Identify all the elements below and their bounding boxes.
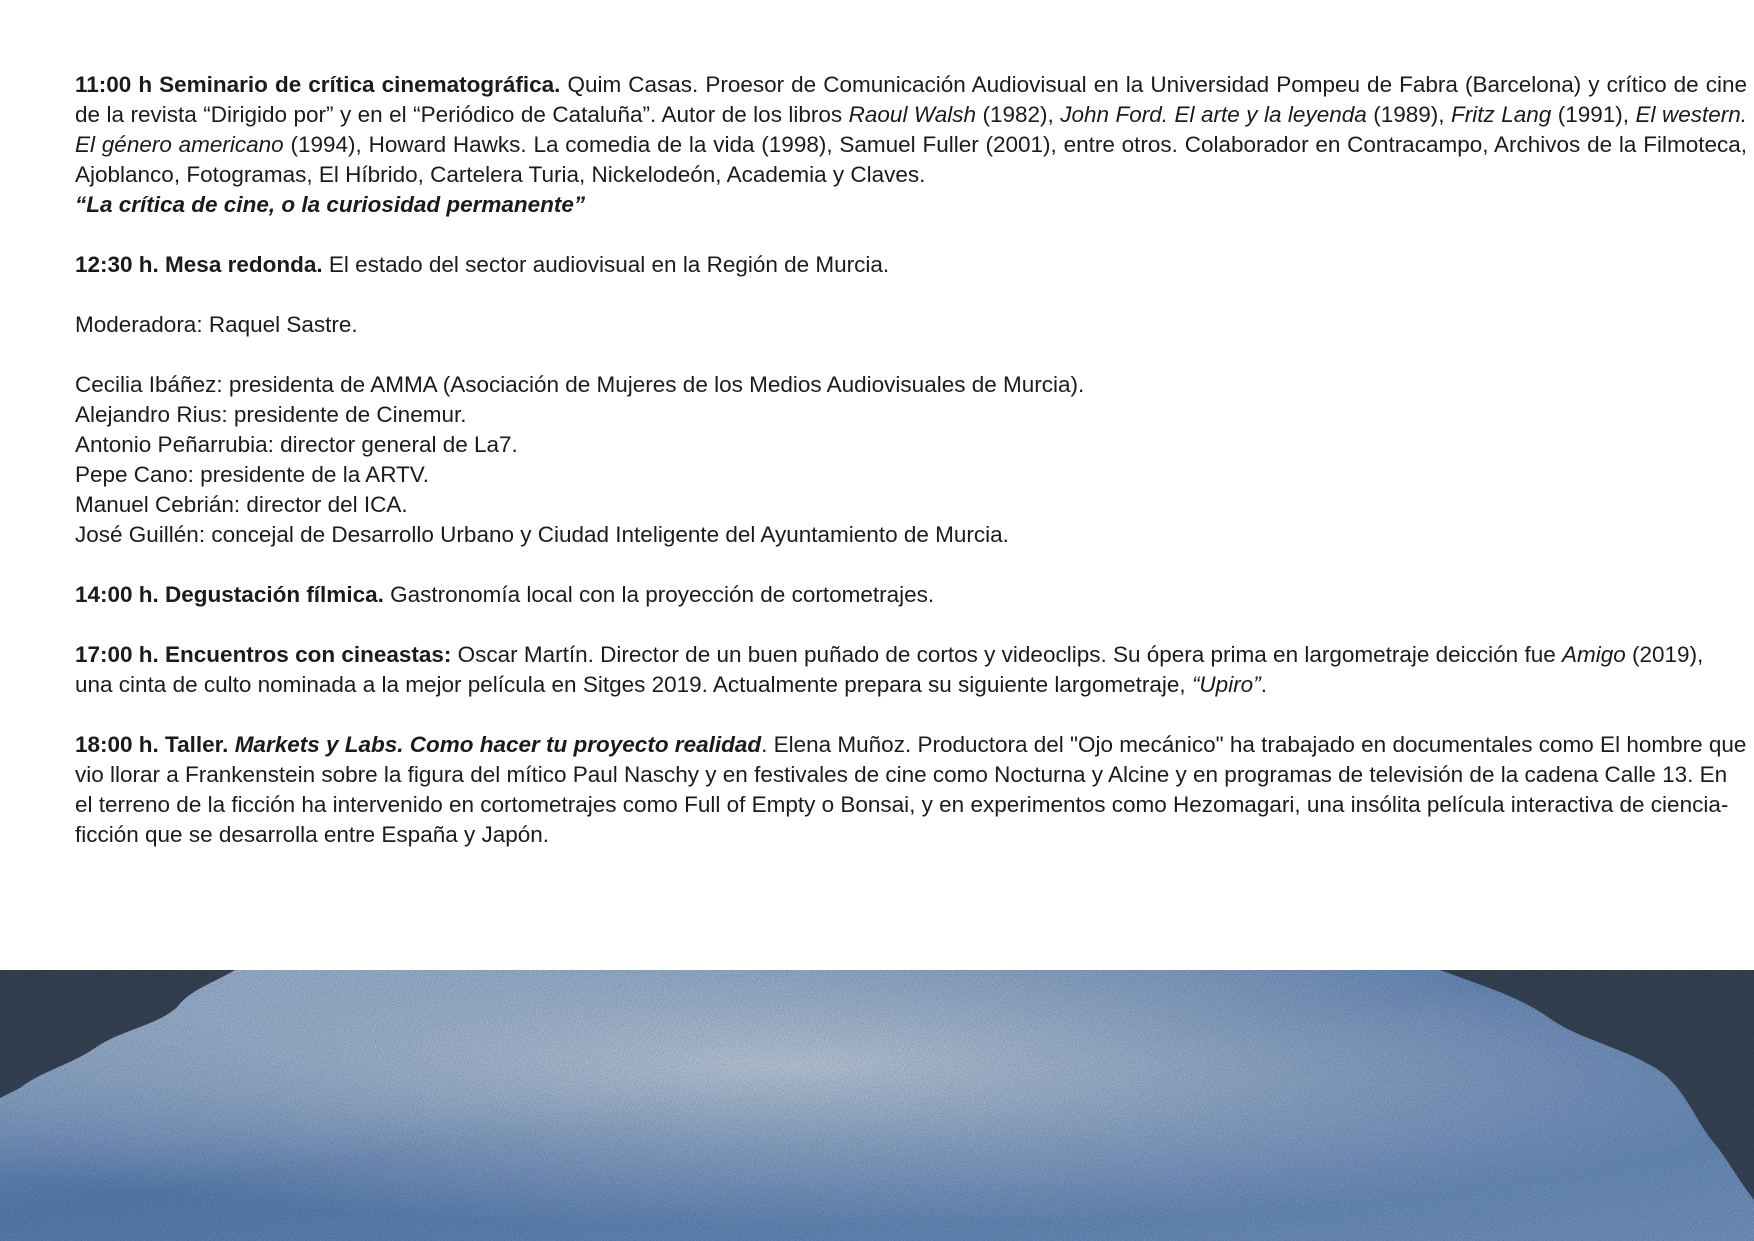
next-film-title: “Upiro” bbox=[1191, 672, 1261, 697]
round-table-heading bbox=[75, 250, 1747, 280]
participant-line: Antonio Peñarrubia: director general de La7. bbox=[75, 432, 518, 457]
participant-line: José Guillén: concejal de Desarrollo Urbano y Ciudad Inteligente del Ayuntamiento de Murcia. bbox=[75, 522, 1009, 547]
seminar-time-title: 11:00 h Seminario de crítica cinematográfica. bbox=[75, 72, 561, 97]
seminar-intro: Quim Casas. Proesor de Comunicación Audiovisual en la Universidad Pompeu de Fabra (Barcelona) y crítico de cine de la revista “Dirigido por” y en el “Periódico de Cataluña”. Autor de los libros bbox=[75, 72, 1747, 127]
seminar-rest: (1994), Howard Hawks. La comedia de la vida (1998), Samuel Fuller (2001), entre otros. Colaborador en Contracampo, Archivos de la Filmoteca, Ajoblanco, Fotogramas, El Híbrido, Cartelera Turia, Nickelodeón, Academia y Claves. bbox=[75, 132, 1747, 187]
seminar-entry bbox=[75, 70, 1747, 220]
workshop-time-title: 18:00 h. Taller. bbox=[75, 732, 229, 757]
tasting-entry bbox=[75, 580, 1747, 610]
film-title: Amigo bbox=[1561, 642, 1626, 667]
participants-list bbox=[75, 370, 1747, 550]
wash-grain bbox=[0, 970, 1754, 1241]
decorative-blue-wash bbox=[0, 970, 1754, 1241]
round-table-entry bbox=[75, 250, 1747, 280]
filmmakers-desc-continued: (2019), una cinta de culto nominada a la mejor película en Sitges 2019. Actualmente prepara su siguiente largometraje, bbox=[75, 642, 1704, 697]
book-title: Fritz Lang bbox=[1450, 102, 1552, 127]
filmmakers-end: . bbox=[1260, 672, 1267, 697]
filmmakers-time-title: 17:00 h. Encuentros con cineastas: bbox=[75, 642, 452, 667]
book-title: John Ford. El arte y la leyenda bbox=[1060, 102, 1367, 127]
tasting-line bbox=[75, 580, 1747, 610]
workshop-desc: . Elena Muñoz. Productora del "Ojo mecánico" ha trabajado en documentales como El hombre que vio llorar a Frankenstein sobre la figura del mítico Paul Naschy y en festivales de cine como Nocturna y Alcine y en programas de televisión de la cadena Calle 13. En el terreno de la ficción ha intervenido en cortometrajes como Full of Empty o Bonsai, y en experimentos como Hezomagari, una insólita película interactiva de ciencia-ficción que se desarrolla entre España y Japón. bbox=[75, 732, 1747, 847]
participant-line: Pepe Cano: presidente de la ARTV. bbox=[75, 462, 430, 487]
workshop-paragraph bbox=[75, 730, 1747, 850]
round-table-topic: El estado del sector audiovisual en la Región de Murcia. bbox=[322, 252, 890, 277]
participant-line: Manuel Cebrián: director del ICA. bbox=[75, 492, 408, 517]
participant-line: Cecilia Ibáñez: presidenta de AMMA (Asociación de Mujeres de los Medios Audiovisuales de Murcia). bbox=[75, 372, 1085, 397]
workshop-entry bbox=[75, 730, 1747, 850]
book-year: (1989), bbox=[1366, 102, 1451, 127]
tasting-time-title: 14:00 h. Degustación fílmica. bbox=[75, 582, 384, 607]
seminar-talk-title: “La crítica de cine, o la curiosidad permanente” bbox=[75, 192, 586, 217]
filmmakers-desc: Oscar Martín. Director de un buen puñado de cortos y videoclips. Su ópera prima en largometraje deicción fue bbox=[451, 642, 1562, 667]
book-year: (1991), bbox=[1551, 102, 1636, 127]
moderator-line: Moderadora: Raquel Sastre. bbox=[75, 312, 358, 337]
round-table-time-title: 12:30 h. Mesa redonda. bbox=[75, 252, 323, 277]
book-year: (1982), bbox=[976, 102, 1061, 127]
seminar-paragraph bbox=[75, 70, 1747, 190]
moderator-entry bbox=[75, 310, 1747, 340]
filmmakers-entry bbox=[75, 640, 1747, 700]
tasting-desc: Gastronomía local con la proyección de cortometrajes. bbox=[383, 582, 935, 607]
book-title: El western. El género americano bbox=[75, 102, 1747, 157]
workshop-title: Markets y Labs. Como hacer tu proyecto realidad bbox=[234, 732, 762, 757]
program-text bbox=[75, 70, 1747, 880]
participant-line: Alejandro Rius: presidente de Cinemur. bbox=[75, 402, 467, 427]
filmmakers-paragraph bbox=[75, 640, 1747, 700]
book-title: Raoul Walsh bbox=[848, 102, 977, 127]
